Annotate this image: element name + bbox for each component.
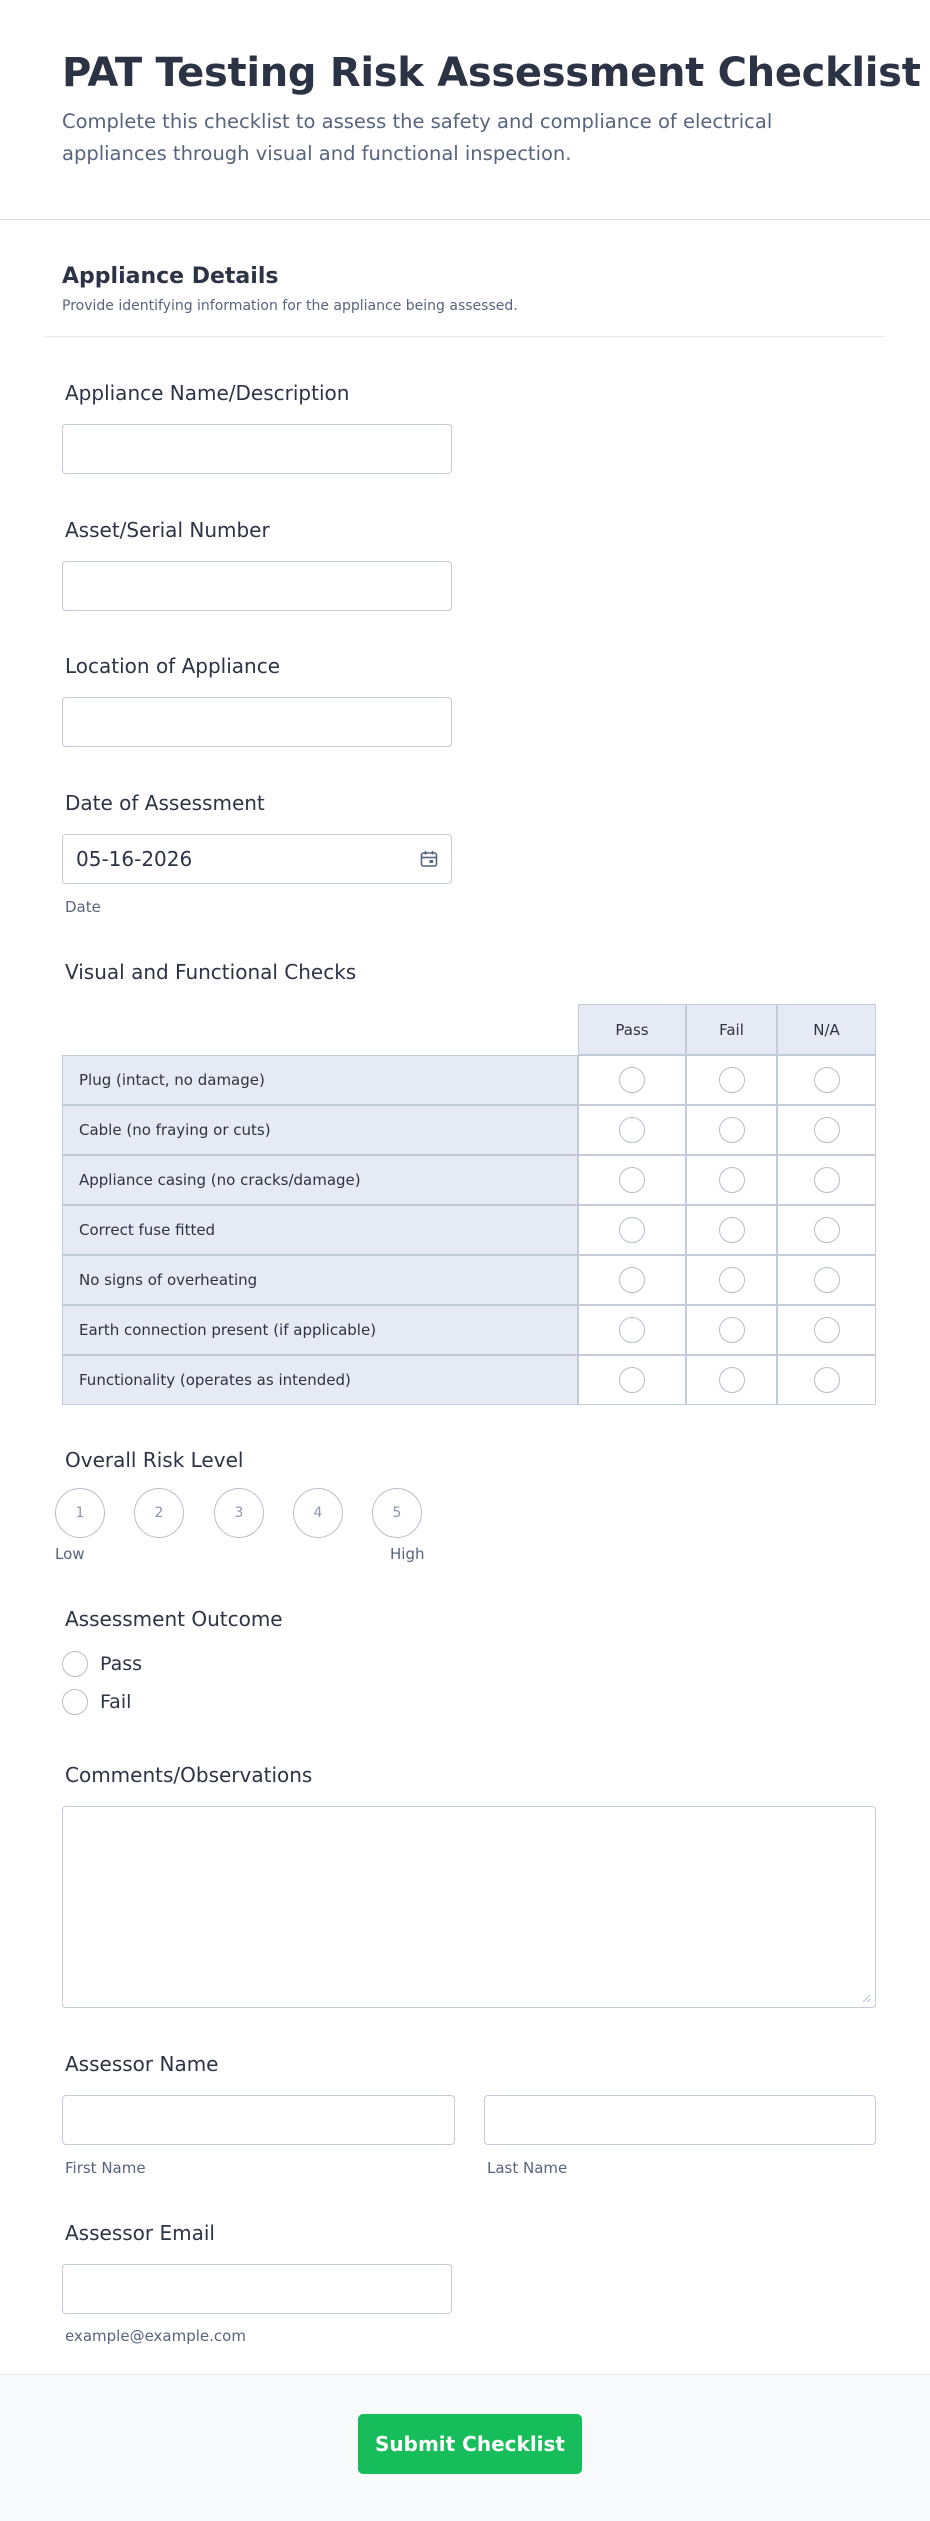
location-label: Location of Appliance — [65, 654, 280, 678]
last-name-sublabel: Last Name — [487, 2159, 568, 2177]
matrix-radio[interactable] — [719, 1367, 745, 1393]
matrix-cell[interactable] — [578, 1255, 686, 1305]
matrix-cell[interactable] — [686, 1205, 777, 1255]
matrix-cell[interactable] — [686, 1305, 777, 1355]
matrix-cell[interactable] — [578, 1355, 686, 1405]
matrix-radio[interactable] — [814, 1117, 840, 1143]
comments-textarea[interactable] — [62, 1806, 876, 2008]
appliance-name-label: Appliance Name/Description — [65, 381, 350, 405]
matrix-radio[interactable] — [719, 1067, 745, 1093]
date-value: 05-16-2026 — [76, 847, 193, 871]
risk-option[interactable]: 1 — [55, 1488, 105, 1538]
date-sublabel: Date — [65, 898, 101, 916]
outcome-option-fail-label: Fail — [100, 1691, 132, 1713]
matrix-radio[interactable] — [814, 1217, 840, 1243]
matrix-column-header: N/A — [777, 1004, 876, 1055]
resize-handle-icon — [861, 1993, 871, 2003]
matrix-radio[interactable] — [719, 1117, 745, 1143]
page-subtitle: Complete this checklist to assess the safety and compliance of electrical appliances through visual and functional inspection. — [62, 110, 773, 165]
page-title: PAT Testing Risk Assessment Checklist — [62, 50, 921, 96]
matrix-row-label: Cable (no fraying or cuts) — [62, 1105, 578, 1155]
checks-label: Visual and Functional Checks — [65, 960, 357, 984]
email-label: Assessor Email — [65, 2221, 215, 2245]
matrix-cell[interactable] — [777, 1355, 876, 1405]
matrix-row-label: No signs of overheating — [62, 1255, 578, 1305]
risk-option[interactable]: 3 — [214, 1488, 264, 1538]
risk-option[interactable]: 4 — [293, 1488, 343, 1538]
matrix-radio[interactable] — [814, 1367, 840, 1393]
matrix-cell[interactable] — [777, 1055, 876, 1105]
matrix-cell[interactable] — [686, 1355, 777, 1405]
comments-label: Comments/Observations — [65, 1763, 313, 1787]
section-title: Appliance Details — [62, 264, 279, 289]
email-input[interactable] — [62, 2264, 452, 2314]
matrix-radio[interactable] — [719, 1317, 745, 1343]
date-label: Date of Assessment — [65, 791, 265, 815]
appliance-name-input[interactable] — [62, 424, 452, 474]
matrix-cell[interactable] — [777, 1205, 876, 1255]
matrix-radio[interactable] — [719, 1267, 745, 1293]
submit-button[interactable]: Submit Checklist — [358, 2414, 582, 2474]
first-name-sublabel: First Name — [65, 2159, 146, 2177]
outcome-label: Assessment Outcome — [65, 1607, 283, 1631]
matrix-row-label: Functionality (operates as intended) — [62, 1355, 578, 1405]
matrix-row-label: Appliance casing (no cracks/damage) — [62, 1155, 578, 1205]
email-sublabel: example@example.com — [65, 2327, 246, 2345]
date-input[interactable] — [62, 834, 452, 884]
calendar-icon[interactable] — [419, 849, 439, 869]
first-name-input[interactable] — [62, 2095, 455, 2145]
matrix-radio[interactable] — [814, 1317, 840, 1343]
matrix-cell[interactable] — [578, 1105, 686, 1155]
matrix-radio[interactable] — [619, 1217, 645, 1243]
location-input[interactable] — [62, 697, 452, 747]
matrix-column-header: Pass — [578, 1004, 686, 1055]
matrix-radio[interactable] — [719, 1167, 745, 1193]
matrix-radio[interactable] — [619, 1167, 645, 1193]
header-divider — [0, 219, 930, 220]
matrix-column-header: Fail — [686, 1004, 777, 1055]
matrix-row-label: Correct fuse fitted — [62, 1205, 578, 1255]
serial-number-input[interactable] — [62, 561, 452, 611]
matrix-cell[interactable] — [777, 1105, 876, 1155]
risk-label: Overall Risk Level — [65, 1448, 244, 1472]
matrix-cell[interactable] — [777, 1155, 876, 1205]
matrix-cell[interactable] — [578, 1305, 686, 1355]
matrix-radio[interactable] — [719, 1217, 745, 1243]
matrix-cell[interactable] — [777, 1255, 876, 1305]
risk-option[interactable]: 5 — [372, 1488, 422, 1538]
last-name-input[interactable] — [484, 2095, 876, 2145]
matrix-cell[interactable] — [686, 1255, 777, 1305]
outcome-radio-fail[interactable] — [62, 1689, 88, 1715]
risk-low-label: Low — [55, 1545, 85, 1563]
risk-option[interactable]: 2 — [134, 1488, 184, 1538]
matrix-radio[interactable] — [619, 1067, 645, 1093]
matrix-radio[interactable] — [814, 1067, 840, 1093]
matrix-row-label: Earth connection present (if applicable) — [62, 1305, 578, 1355]
outcome-option-fail[interactable] — [62, 1689, 131, 1715]
matrix-radio[interactable] — [814, 1267, 840, 1293]
matrix-cell[interactable] — [686, 1055, 777, 1105]
matrix-radio[interactable] — [619, 1267, 645, 1293]
section-subtitle: Provide identifying information for the appliance being assessed. — [62, 298, 518, 314]
matrix-radio[interactable] — [619, 1117, 645, 1143]
outcome-option-pass-label: Pass — [100, 1653, 143, 1675]
section-divider — [45, 336, 885, 337]
matrix-cell[interactable] — [578, 1205, 686, 1255]
matrix-cell[interactable] — [777, 1305, 876, 1355]
matrix-cell[interactable] — [578, 1155, 686, 1205]
matrix-row-label: Plug (intact, no damage) — [62, 1055, 578, 1105]
matrix-radio[interactable] — [814, 1167, 840, 1193]
matrix-cell[interactable] — [578, 1055, 686, 1105]
outcome-option-pass[interactable] — [62, 1651, 142, 1677]
matrix-cell[interactable] — [686, 1155, 777, 1205]
risk-high-label: High — [390, 1545, 425, 1563]
matrix-cell[interactable] — [686, 1105, 777, 1155]
outcome-radio-pass[interactable] — [62, 1651, 88, 1677]
matrix-radio[interactable] — [619, 1367, 645, 1393]
matrix-radio[interactable] — [619, 1317, 645, 1343]
assessor-name-label: Assessor Name — [65, 2052, 219, 2076]
serial-number-label: Asset/Serial Number — [65, 518, 270, 542]
